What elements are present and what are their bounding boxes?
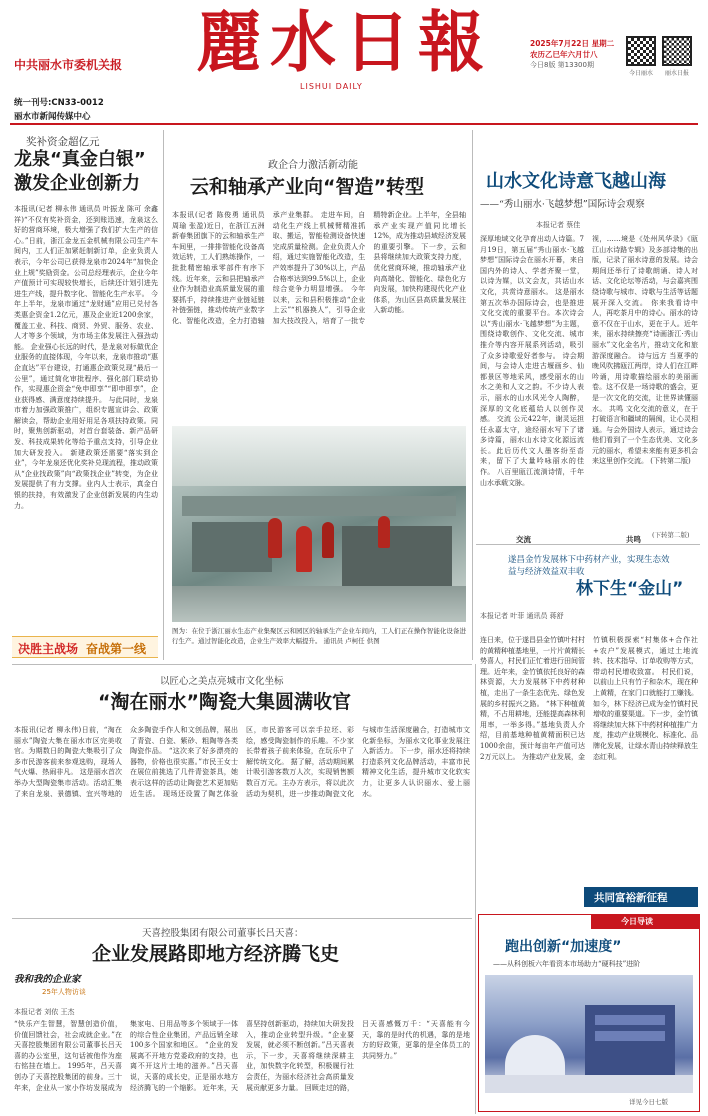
article-longquan bbox=[12, 130, 160, 660]
article-body: 本报讯(记者 陈俊勇 通讯员 周瑜 张盈)近日，在浙江五洲新春集团旗下的云和轴承生产车间里，一排排智能化设备高效运转，工人们熟练操作，一批批精密轴承零部件有序下线。近年来，云和县把轴承产业作为制造业高质量发展的重要抓手，持续推进产业链延链补链强链，推动传统产业数字化、智能化改造，全力打造轴承产业集群。 走进车间，自动化生产线上机械臂精准抓取、搬运，智能检测设备快速完成质量检测。企业负责人介绍，通过实施智能化改造，生产效率提升了30%以上，产品合格率达到99.5%以上，企业综合竞争力明显增强。 今年以来，云和县积极推动“企业上云”“机器换人”，引导企业加大技改投入，培育了一批专精特新企业。上半年，全县轴承产业实现产值同比增长12%，成为推动县域经济发展的重要引擎。 下一步，云和县将继续加大政策支持力度，优化营商环境，推动轴承产业向高端化、智能化、绿色化方向发展，加快构建现代化产业体系，为山区县高质量发展注入新动能。 bbox=[172, 211, 466, 325]
article-byline: 本报记者 叶菲 通讯员 蒋舒 bbox=[480, 612, 564, 620]
qr-code[interactable] bbox=[626, 36, 656, 66]
article-yunhe bbox=[168, 130, 468, 660]
masthead-title-char: 水 bbox=[270, 3, 336, 81]
masthead bbox=[0, 0, 708, 96]
article-headline: 云和轴承产业向“智造”转型 bbox=[190, 176, 424, 198]
article-body: 深厚地域文化孕育出动人诗篇。7月19日，第五届“秀山丽水·飞越梦想”国际诗会在丽水开幕，来自国内外的诗人、学者齐聚一堂，以诗为媒，以文会友，共话山水文化，共赏诗意丽水。 这是丽水第五次举办国际诗会，也是推进文化交流的重要平台。本次诗会以“秀山丽水·飞越梦想”为主题，围绕诗歌创作、文化交流、城市推介等内容开展系列活动，吸引了众多诗歌爱好者参与。 诗会期间，与会诗人走进古堰画乡、仙都景区等地采风，感受丽水的山水之美和人文之韵。不少诗人表示，丽水的山水风光令人陶醉，深厚的文化底蕴给人以创作灵感。 交流 公元422年，谢灵运担任永嘉太守，途经丽水写下了诸多诗篇，丽水山水诗文化源远流长。此后历代文人墨客纷至沓来，留下了大量吟咏丽水的佳作。 八百里瓯江流淌诗情，千年山水承载文脉。 bbox=[480, 235, 584, 487]
masthead-title-char: 日 bbox=[344, 3, 410, 81]
masthead-title-char: 報 bbox=[418, 3, 484, 81]
qr-label: 丽水日报 bbox=[664, 70, 689, 77]
article-headline: “淘在丽水”陶瓷大集圆满收官 bbox=[98, 691, 351, 713]
preview-image bbox=[485, 975, 693, 1093]
column-divider bbox=[472, 130, 473, 660]
preview-subheadline: ——从科创板六年看资本市场助力“硬科技”进阶 bbox=[493, 960, 641, 968]
prosperity-banner bbox=[584, 887, 698, 907]
article-kicker: 以匠心之美点亮城市文化坐标 bbox=[160, 676, 284, 687]
subhead-resonance: 共鸣 bbox=[626, 535, 641, 544]
column-divider bbox=[475, 664, 476, 1114]
banner-text: 决胜主战场 bbox=[18, 642, 79, 656]
preview-page-ref[interactable]: 详见今日七版 bbox=[629, 1098, 668, 1106]
article-kicker: 政企合力激活新动能 bbox=[268, 160, 358, 171]
preview-headline[interactable]: 跑出创新“加速度” bbox=[505, 939, 622, 955]
article-body: 视，……境是《处州风华录》《瓯江山水诗路专辑》及多部诗集的出版，记录了丽水诗意的发展。诗会期间还举行了诗歌朗诵、诗人对话、文化论坛等活动，与会嘉宾围绕诗歌与城市、诗歌与生活等话题展开深入交流。 你来我看诗中人，再吃茶月中的诗心。丽水的诗意不仅在于山水，更在于人。近年来，丽水持续擦亮“诗画浙江·秀山丽水”文化金名片，推动文化和旅游深度融合。 诗与远方 当夏季的晚风吹拂瓯江两岸，诗人们在江畔吟诵，用诗歌描绘丽水的美丽画卷。这不仅是一场诗歌的盛会，更是一次文化的交流，让世界读懂丽水。 共鸣 文化交流的意义，在于打破语言和疆域的隔阂，让心灵相通。与会外国诗人表示，通过诗会他们看到了一个生态优美、文化多元的丽水，希望未来能有更多机会来这里创作交流。 (下转第二版) bbox=[592, 235, 698, 466]
article-pottery bbox=[12, 664, 472, 916]
qr-code[interactable] bbox=[662, 36, 692, 66]
article-body: “快乐产生智慧，智慧创造价值，价值回馈社会，社会成就企业。”在天喜控股集团有限公司董事长吕天喜的办公室里，这句话被他作为座右铭挂在墙上。 1995年，吕天喜创办了天喜控股集团的前身。三十年来，企业从一家小作坊发展成为集家电、日用品等多个领域于一体的综合性企业集团，产品远销全球100多个国家和地区。 “企业的发展离不开地方党委政府的支持，也离不开这片土地的滋养。”吕天喜说，天喜的成长史，正是丽水地方经济腾飞的一个缩影。 近年来，天喜坚持创新驱动，持续加大研发投入，推动企业转型升级。“企业要发展，就必须不断创新。”吕天喜表示，下一步，天喜将继续深耕主业，加快数字化转型，积极履行社会责任，为丽水经济社会高质量发展贡献更多力量。 回顾走过的路，吕天喜感慨万千：“天喜能有今天，靠的是时代的机遇，靠的是地方的好政策，更靠的是全体员工的共同努力。” bbox=[14, 1020, 470, 1092]
article-headline: 林下生“金山” bbox=[576, 579, 684, 599]
article-tianxi bbox=[12, 918, 472, 1114]
article-body: 连日来，位于遂昌县金竹镇叶村村的黄精种植基地里，一片片黄精长势喜人，村民们正忙着进行田间管理。近年来，金竹镇依托良好的森林资源，大力发展林下中药材种植，走出了一条生态优先、绿色发展的乡村振兴之路。 “林下种植黄精，不占用耕地，还能提高森林利用率，一举多得。”基地负责人介绍，目前基地种植黄精面积已达1000余亩，预计每亩年产值可达2万元以上。 为推动产业发展，金竹镇积极探索“村集体+合作社+农户”发展模式，通过土地流转、技术指导、订单收购等方式，带动村民增收致富。 村民们说，以前山上只有竹子和杂木，现在种上黄精，在家门口就能打工赚钱。 如今，林下经济已成为金竹镇村民增收的重要渠道。下一步，金竹镇将继续加大林下中药材种植推广力度，推动产业规模化、标准化、品牌化发展，让绿水青山持续释放生态红利。 bbox=[480, 636, 698, 761]
today-preview[interactable] bbox=[478, 914, 700, 1112]
interview-logo bbox=[12, 967, 116, 1003]
serial-number: 统一刊号:CN33-0012 bbox=[14, 98, 104, 108]
article-headline: 激发企业创新力 bbox=[14, 173, 140, 194]
logo-subtitle: 25年人物访谈 bbox=[42, 988, 86, 996]
masthead-title bbox=[196, 3, 496, 81]
masthead-title-char: 麗 bbox=[196, 3, 262, 81]
article-body: 本报讯(记者 柳永伟)日前，“淘在丽水”陶瓷大集在丽水市区完美收官。为期数日的陶瓷大集吸引了众多市民游客前来参观选购，现场人气火爆、热闹非凡。 这是丽水首次举办大型陶瓷集市活动。活动汇集了来自龙泉、景德镇、宜兴等地的众多陶瓷手作人和文创品牌，展出了青瓷、白瓷、紫砂、粗陶等各类陶瓷作品。 “这次来了好多漂亮的器物，价格也很实惠。”市民王女士在展位前挑选了几件青瓷茶具，她表示这样的活动让陶瓷艺术更加贴近生活。 现场还设置了陶艺体验区，市民游客可以亲手拉坯、彩绘，感受陶瓷制作的乐趣。不少家长带着孩子前来体验，在玩乐中了解传统文化。 据了解，活动期间累计吸引游客数万人次，实现销售额数百万元。主办方表示，将以此次活动为契机，进一步推动陶瓷文化与城市生活深度融合，打造城市文化新坐标，为丽水文化事业发展注入新活力。 下一步，丽水还将持续打造系列文化品牌活动，丰富市民精神文化生活，提升城市文化软实力，让更多人认识丽水、爱上丽水。 bbox=[14, 726, 470, 798]
column-divider bbox=[163, 130, 164, 660]
article-subheadline: ——“秀山丽水·飞越梦想”国际诗会观察 bbox=[480, 199, 645, 210]
qr-label: 今日丽水 bbox=[628, 70, 653, 77]
masthead-date-block bbox=[530, 38, 622, 71]
lunar-date: 农历乙巳年六月廿八 bbox=[530, 50, 598, 59]
article-body: 本报讯(记者 柳永伟 通讯员 叶振龙 陈可 余鑫祥)“不仅有奖补资金，还到账迅速，龙泉这么好的营商环境，极大增强了我们扩大生产的信心。”日前，浙江金龙五金机械有限公司生产车间内，工人们正加紧赶制新订单，企业负责人表示，今年公司已获得龙泉市2024年“加快企业上规”奖励资金。公司总经理表示，企业今年产值预计可实现较快增长，后续还计划引进先进生产线，提升数字化、智能化生产水平。 今年上半年，龙泉市通过“龙财通”应用已兑付各类惠企资金1.2亿元，惠及企业近1200余家，覆盖工业、科技、商贸、外贸、服务、农业、人才等多个领域，为市场主体发展注入强劲动能。 企业强心长远的时代，是龙泉对标做优企业服务的直接体现，今年以来，龙泉市推动“惠企直达”平台建设，打通惠企政策兑现“最后一公里”，通过简化审批程序、强化部门联动协作，实现惠企资金“免申即享”“即申即享”，企业获得感、满意度持续提升。 与此同时，龙泉市着力加强政策推广，组织专题宣讲会、政策解读会，帮助企业用好用足各项扶持政策。同时，聚焦创新驱动，对首台套装备、新产品研发、科技成果转化等给予重点支持，引导企业加大研发投入。 新建政策还需要“落实到企业”，今年龙泉还优化奖补兑现流程，推动政策从“企业找政策”向“政策找企业”转变，为企业发展提供了有力支撑。业内人士表示，真金白银的扶持，有效激发了企业创新发展的内生动力。 bbox=[14, 205, 158, 510]
article-headline: 企业发展路即地方经济腾飞史 bbox=[92, 943, 340, 965]
preview-label: 今日导读 bbox=[591, 915, 699, 929]
campaign-banner bbox=[12, 636, 158, 658]
article-kicker: 益与经济效益双丰收 bbox=[508, 567, 585, 577]
publisher: 中共丽水市委机关报 bbox=[14, 58, 123, 72]
article-kicker: 遂昌金竹发展林下中药材产业，实现生态效 bbox=[508, 555, 670, 565]
issuer: 丽水市新闻传媒中心 bbox=[14, 112, 91, 122]
logo-title: 我和我的企业家 bbox=[14, 974, 81, 985]
issue-date: 2025年7月22日 星期二 bbox=[530, 39, 615, 48]
article-headline: 山水文化诗意飞越山海 bbox=[486, 171, 666, 192]
article-byline: 本报记者 蔡佳 bbox=[536, 221, 581, 229]
banner-text: 共同富裕新征程 bbox=[594, 892, 668, 904]
article-headline: 龙泉“真金白银” bbox=[14, 149, 146, 170]
article-poetry bbox=[476, 130, 700, 542]
subhead-exchange: 交流 bbox=[516, 535, 531, 544]
article-kicker: 奖补资金超亿元 bbox=[26, 136, 100, 148]
article-jinzhu bbox=[476, 544, 700, 914]
factory-photo bbox=[172, 426, 466, 622]
masthead-title-en: LISHUI DAILY bbox=[300, 82, 363, 91]
masthead-rule bbox=[10, 123, 698, 125]
photo-caption: 图为：在位于浙江丽水生态产业集聚区云和园区的轴承生产企业车间内，工人们正在操作智能化设备进行生产。通过智能化改造，企业生产效率大幅提升。 通讯员 卢柯任 供图 bbox=[172, 627, 466, 645]
banner-text: 奋战第一线 bbox=[86, 642, 147, 656]
continued-note[interactable]: (下转第二版) bbox=[652, 531, 690, 539]
article-byline: 本报记者 刘依 王杰 bbox=[14, 1008, 75, 1016]
edition-info: 今日8版 第13300期 bbox=[530, 61, 594, 69]
article-kicker: 天喜控股集团有限公司董事长吕天喜： bbox=[142, 928, 304, 939]
